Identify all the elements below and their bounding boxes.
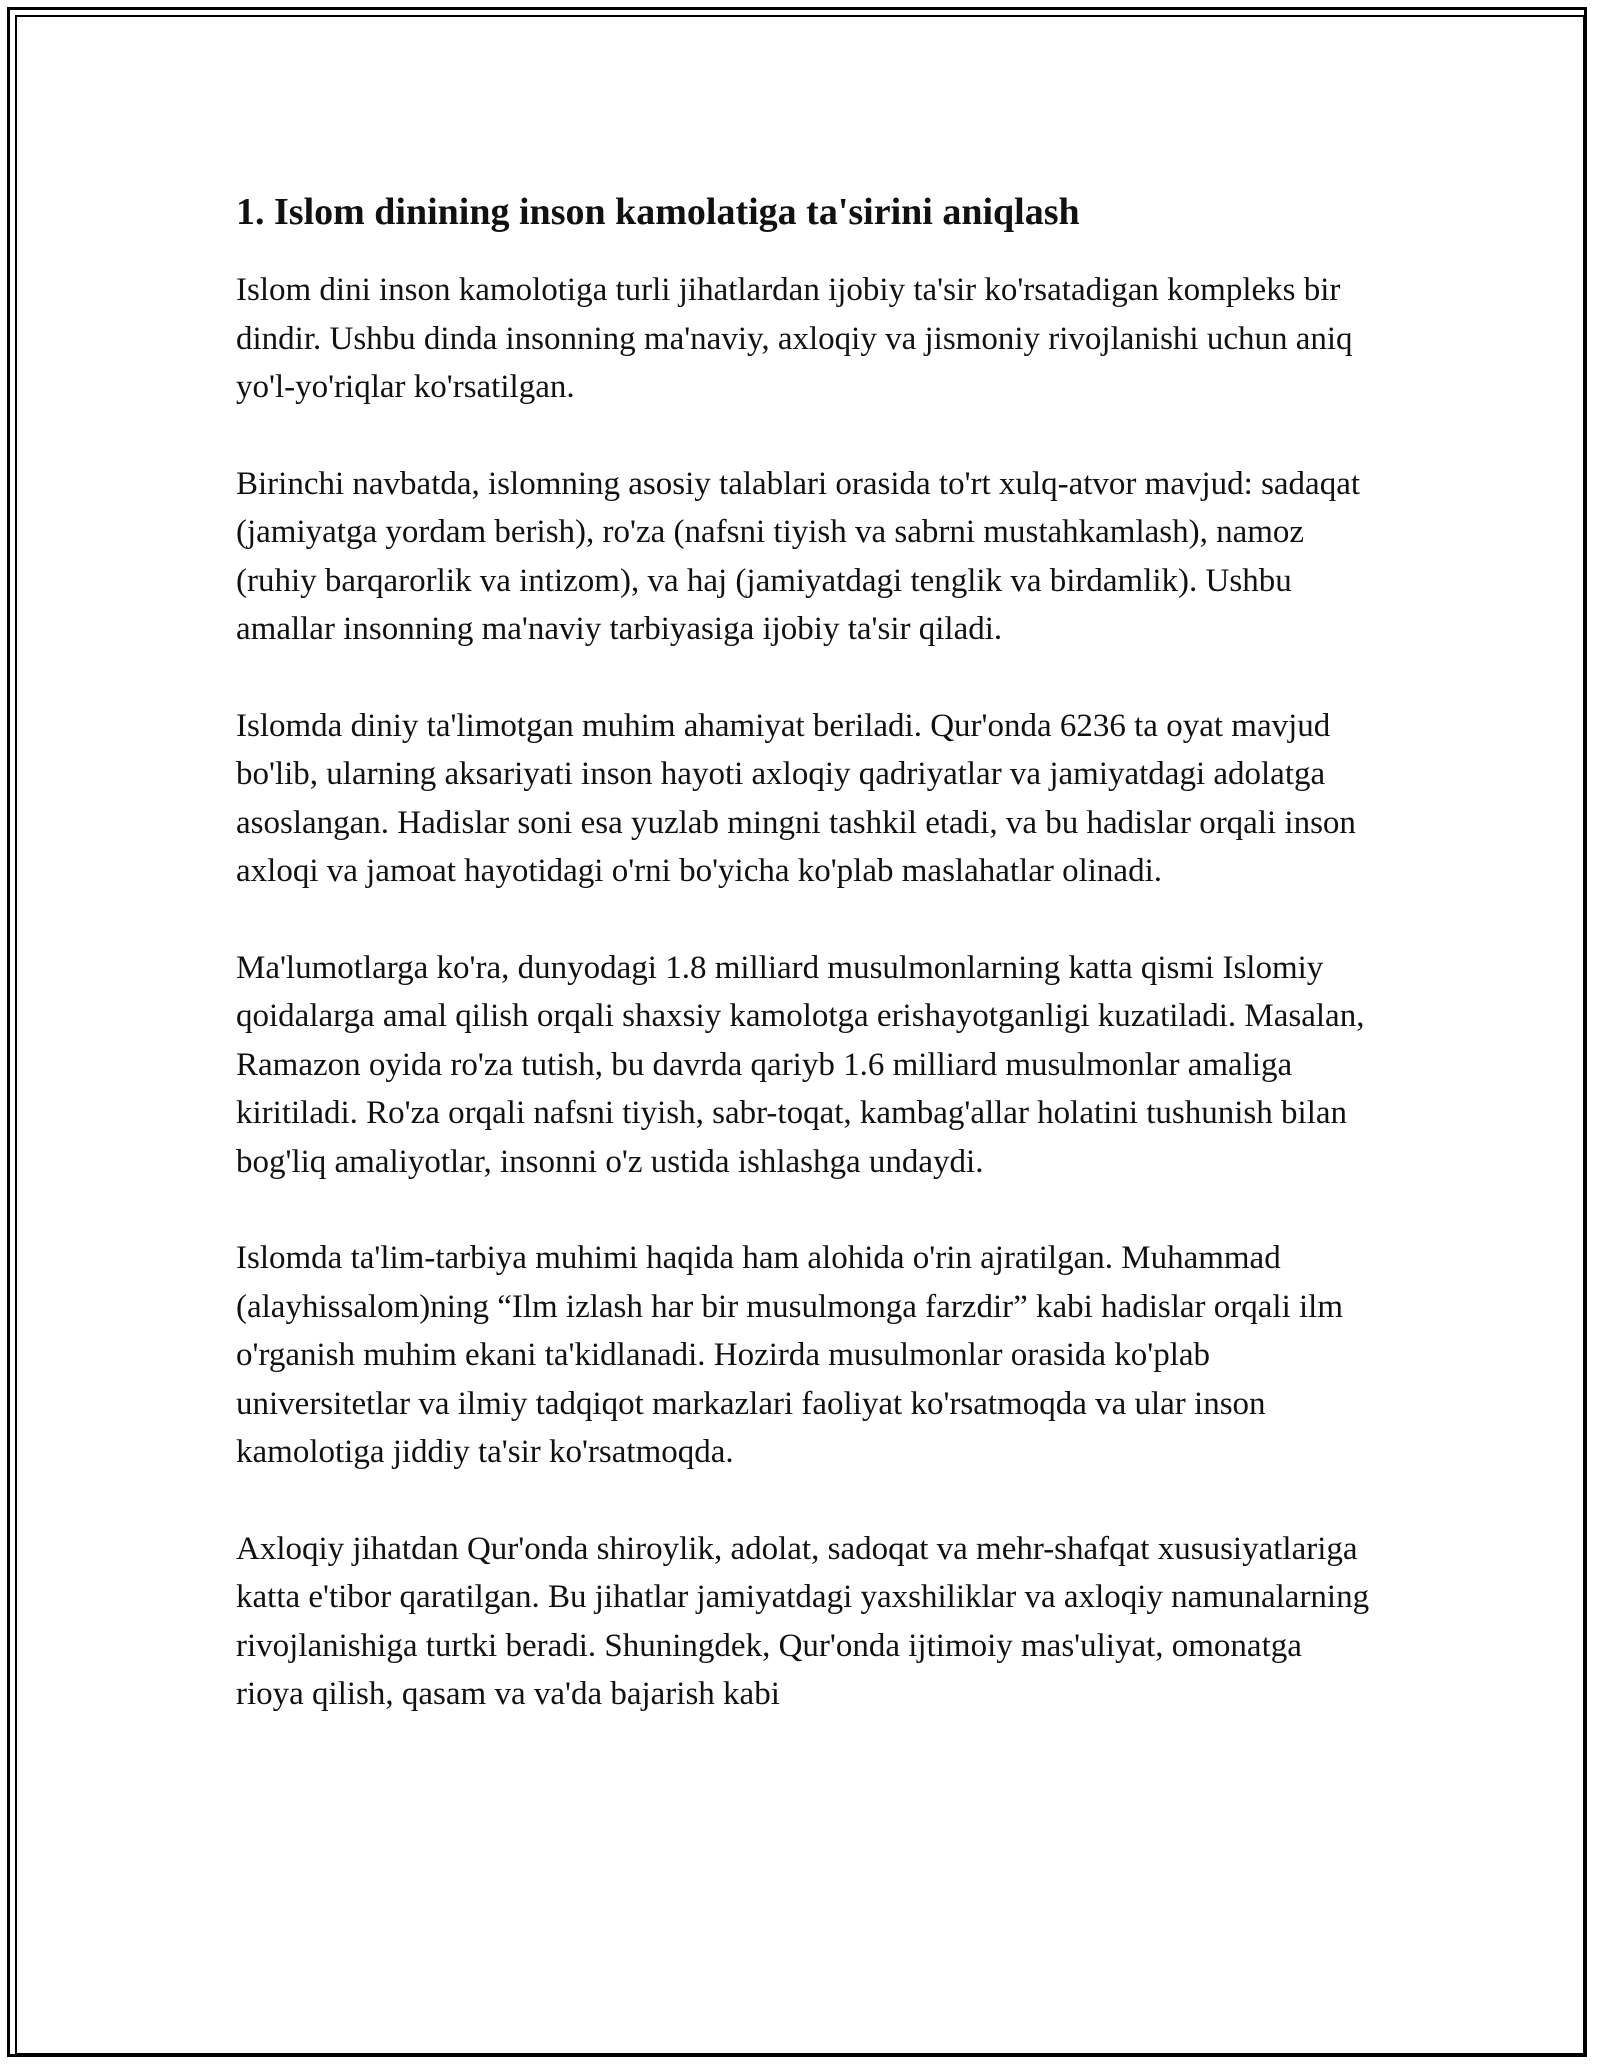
paragraph-6: Axloqiy jihatdan Qur'onda shiroylik, adolat, sadoqat va mehr-shafqat xususiyatlariga katta e'tibor qaratilgan. Bu jihatlar jamiyatdagi yaxshiliklar va axloqiy namunalarning rivojlanishiga turtki beradi. Shuningdek, Qur'onda ijtimoiy mas'uliyat, omonatga rioya qilish, qasam va va'da bajarish kabi bbox=[236, 1530, 1370, 1712]
document-title: 1. Islom dinining inson kamolatiga ta'sirini aniqlash bbox=[236, 191, 1080, 233]
paragraph-3: Islomda diniy ta'limotgan muhim ahamiyat beriladi. Qur'onda 6236 ta oyat mavjud bo'lib, ularning aksariyati inson hayoti axloqiy qadriyatlar va jamiyatdagi adolatga asoslangan. Hadislar soni esa yuzlab mingni tashkil etadi, va bu hadislar orqali inson axloqi va jamoat hayotidagi o'rni bo'yicha ko'plab maslahatlar olinadi. bbox=[236, 707, 1356, 889]
paragraph-4: Ma'lumotlarga ko'ra, dunyodagi 1.8 milliard musulmonlarning katta qismi Islomiy qoidalarga amal qilish orqali shaxsiy kamolotga erishayotganligi kuzatiladi. Masalan, Ramazon oyida ro'za tutish, bu davrda qariyb 1.6 milliard musulmonlar amaliga kiritiladi. Ro'za orqali nafsni tiyish, sabr-toqat, kambag'allar holatini tushunish bilan bog'liq amaliyotlar, insonni o'z ustida ishlashga undaydi. bbox=[236, 949, 1365, 1180]
paragraph-5: Islomda ta'lim-tarbiya muhimi haqida ham alohida o'rin ajratilgan. Muhammad (alayhissalom)ning “Ilm izlash har bir musulmonga farzdir” kabi hadislar orqali ilm o'rganish muhim ekani ta'kidlanadi. Hozirda musulmonlar orasida ko'plab universitetlar va ilmiy tadqiqot markazlari faoliyat ko'rsatmoqda va ular inson kamolotiga jiddiy ta'sir ko'rsatmoqda. bbox=[236, 1240, 1344, 1470]
document-body bbox=[236, 186, 1376, 1767]
paragraph-1: Islom dini inson kamolotiga turli jihatlardan ijobiy ta'sir ko'rsatadigan kompleks bir dindir. Ushbu dinda insonning ma'naviy, axloqiy va jismoniy rivojlanishi uchun aniq yo'l-yo'riqlar ko'rsatilgan. bbox=[236, 272, 1353, 405]
paragraph-2: Birinchi navbatda, islomning asosiy talablari orasida to'rt xulq-atvor mavjud: sadaqat (jamiyatga yordam berish), ro'za (nafsni tiyish va sabrni mustahkamlash), namoz (ruhiy barqarorlik va intizom), va haj (jamiyatdagi tenglik va birdamlik). Ushbu amallar insonning ma'naviy tarbiyasiga ijobiy ta'sir qiladi. bbox=[236, 465, 1361, 647]
